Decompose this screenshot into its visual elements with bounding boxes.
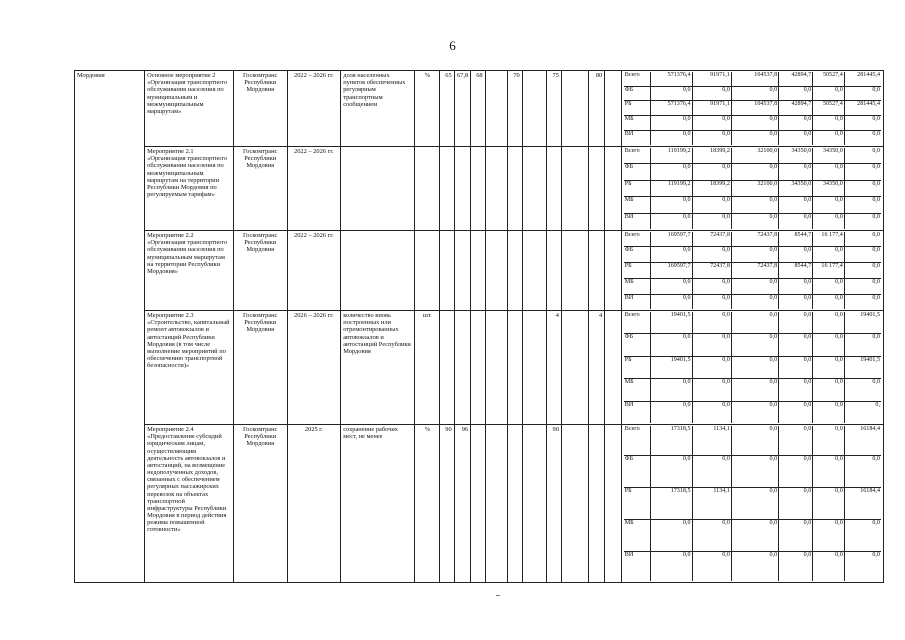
indicator-value-cell: 80 [588,71,605,147]
indicator-value-cell [440,311,454,425]
financing-amount-cell: 0,0 [813,551,845,581]
financing-amount-cell: 0,0 [692,131,731,145]
financing-amount-cell: 42894,7 [779,101,813,116]
indicator-value-cell [561,311,588,425]
indicator-value-cell: 4 [588,311,605,425]
indicator-value-cell: 65 [440,71,454,147]
financing-amount-cell: 16 177,4 [813,263,845,279]
financing-cell [621,311,883,425]
financing-amount-cell: 19401,5 [844,312,881,333]
indicator-value-cell [561,231,588,311]
financing-amount-cell: 0,0 [692,197,731,214]
financing-source-cell: ВИ [624,213,634,220]
financing-amount-cell: 0,0 [779,213,813,229]
indicator-value-cell [522,71,547,147]
financing-amount-cell: 0,0 [844,333,881,356]
financing-source-cell: РБ [624,180,650,197]
financing-amount-cell: 0,0 [731,86,778,101]
financing-amount-cell: 0,0 [731,278,778,294]
financing-amount-cell: 0,0 [692,456,731,488]
indicator-value-cell [605,425,622,583]
financing-row [624,402,881,423]
indicator-value-cell [471,425,485,583]
indicator-value-cell [485,311,508,425]
financing-amount-cell: 72437,8 [731,263,778,279]
financing-amount-cell: 0,0 [731,356,778,379]
financing-amount-cell: 0,0 [650,333,692,356]
financing-row [624,131,881,145]
financing-amount-cell: 0,0 [779,294,813,309]
financing-amount-cell: 0,0 [813,333,845,356]
financing-amount-cell: 0,0 [779,426,813,456]
financing-amount-cell: 0,0 [779,116,813,131]
financing-amount-cell: 0,0 [813,488,845,520]
financing-source-cell: РБ [624,263,650,279]
financing-amount-cell: 0,0 [650,86,692,101]
financing-table [624,148,881,229]
financing-amount-cell: 0,0 [844,116,881,131]
financing-table [624,312,881,423]
financing-amount-cell: 91971,1 [692,72,731,86]
financing-amount-cell: 0,0 [650,213,692,229]
indicator-value-cell [561,71,588,147]
financing-amount-cell: 0,0 [844,294,881,309]
region-cell: Мордовия [75,71,145,583]
measure-name-cell: Основное мероприятие 2 «Организация транспортного обслуживания населения по муниципальным и межмуниципальным маршрутам» [145,71,234,147]
financing-source-cell: РБ [624,488,650,520]
financing-amount-cell: 0,0 [844,148,881,164]
financing-amount-cell: 32100,0 [731,180,778,197]
financing-amount-cell: 0,0 [650,278,692,294]
financing-source-cell: ВИ [624,294,634,301]
financing-row [624,333,881,356]
financing-amount-cell: 0,0 [813,116,845,131]
program-row [75,71,884,147]
financing-amount-cell: 8544,7 [779,232,813,247]
financing-amount-cell: 0,0 [779,402,813,423]
financing-amount-cell: 0,0 [844,197,881,214]
financing-amount-cell: 0,0 [779,86,813,101]
financing-row [624,379,881,402]
financing-amount-cell: 0,0 [731,164,778,181]
financing-row [624,213,881,229]
indicator-cell: сохранение рабочих мест, не менее [341,425,415,583]
financing-table [624,72,881,145]
financing-amount-cell: 0,0 [692,333,731,356]
indicator-value-cell [485,147,508,231]
indicator-value-cell [605,147,622,231]
financing-amount-cell: 0,0 [844,232,881,247]
financing-amount-cell: 18399,2 [692,148,731,164]
financing-amount-cell: 50527,4 [813,101,845,116]
financing-row [624,72,881,86]
financing-source-cell: Всего [624,72,650,86]
financing-amount-cell: 0,0 [779,197,813,214]
financing-amount-cell: 169597,7 [650,263,692,279]
period-cell: 2022 – 2026 гг. [287,231,341,311]
financing-amount-cell: 0,0 [844,519,881,551]
financing-amount-cell: 571376,4 [650,72,692,86]
indicator-value-cell: 68 [471,71,485,147]
financing-amount-cell: 0,0 [692,519,731,551]
financing-amount-cell: 0,0 [813,247,845,263]
financing-amount-cell: 0,0 [779,333,813,356]
financing-amount-cell: 0,0 [844,247,881,263]
indicator-value-cell [440,231,454,311]
financing-amount-cell: 104537,8 [731,101,778,116]
financing-amount-cell: 0,0 [650,519,692,551]
indicator-cell [341,231,415,311]
indicator-value-cell [561,147,588,231]
period-cell: 2026 – 2026 гг. [287,311,341,425]
financing-amount-cell: 8544,7 [779,263,813,279]
financing-amount-cell: 16184,4 [844,426,881,456]
financing-amount-cell: 0,0 [844,379,881,402]
financing-amount-cell: 0,0 [844,263,881,279]
financing-amount-cell: 0,0 [692,278,731,294]
financing-row [624,197,881,214]
financing-row [624,356,881,379]
financing-row [624,519,881,551]
financing-cell [621,71,883,147]
financing-amount-cell: 17318,5 [650,426,692,456]
period-cell: 2025 г. [287,425,341,583]
indicator-value-cell [471,147,485,231]
financing-amount-cell: 0,0 [650,197,692,214]
indicator-value-cell [588,231,605,311]
indicator-value-cell: 90 [547,425,561,583]
financing-amount-cell: 0,0 [692,164,731,181]
unit-cell: % [415,71,440,147]
financing-amount-cell: 104537,8 [731,72,778,86]
period-cell: 2022 – 2026 гг. [287,71,341,147]
financing-amount-cell: 0,0 [731,402,778,423]
indicator-value-cell [508,231,522,311]
financing-amount-cell: 0,0 [813,456,845,488]
indicator-value-cell [471,311,485,425]
financing-row [624,116,881,131]
financing-amount-cell: 0,0 [779,278,813,294]
financing-amount-cell: 0,0 [650,402,692,423]
indicator-value-cell [485,231,508,311]
financing-row [624,488,881,520]
financing-amount-cell: 0,0 [731,379,778,402]
page-number: 6 [449,38,456,53]
financing-source-cell: ВИ [624,402,634,409]
indicator-value-cell [508,311,522,425]
financing-amount-cell: 0,0 [779,312,813,333]
financing-amount-cell: 0,0 [779,456,813,488]
financing-amount-cell: 0,0 [844,131,881,145]
financing-amount-cell: 119199,2 [650,148,692,164]
unit-cell: % [415,425,440,583]
financing-amount-cell: 0,0 [844,456,881,488]
financing-amount-cell: 0,0 [731,456,778,488]
financing-row [624,263,881,279]
financing-row [624,86,881,101]
financing-amount-cell: 0,0 [731,247,778,263]
financing-amount-cell: 19401,5 [650,312,692,333]
financing-amount-cell: 0,0 [813,426,845,456]
financing-amount-cell: 19401,5 [844,356,881,379]
financing-amount-cell: 0,0 [844,551,881,581]
financing-source-cell: Всего [624,426,650,456]
indicator-value-cell [547,147,561,231]
financing-row [624,312,881,333]
financing-amount-cell: 0,0 [813,213,845,229]
financing-amount-cell: 0,0 [731,197,778,214]
financing-amount-cell: 0,0 [650,379,692,402]
indicator-value-cell [485,71,508,147]
financing-row [624,148,881,164]
financing-amount-cell: 0,0 [813,379,845,402]
financing-source-cell: Всего [624,232,650,247]
financing-amount-cell: 17318,5 [650,488,692,520]
financing-amount-cell: 72437,8 [692,263,731,279]
financing-amount-cell: 0,0 [692,551,731,581]
scan-mark [496,595,500,596]
financing-amount-cell: 0,0 [650,116,692,131]
financing-source-cell: МБ [624,278,650,294]
financing-amount-cell: 0,0 [813,197,845,214]
financing-amount-cell: 91971,1 [692,101,731,116]
financing-row [624,426,881,456]
program-row [75,425,884,583]
financing-source-cell: ВИ [624,131,634,138]
financing-amount-cell: 0,0 [779,131,813,145]
financing-amount-cell: 0,0 [779,247,813,263]
financing-source-cell: Всего [624,312,650,333]
indicator-value-cell [471,231,485,311]
indicator-value-cell: 70 [508,71,522,147]
measure-name-cell: Мероприятие 2.2 «Организация транспортного обслуживания населения по муниципальным маршрутам на территории Республики Мордовия» [145,231,234,311]
financing-source-cell: ВИ [624,551,634,558]
financing-amount-cell: 0,0 [813,356,845,379]
indicator-value-cell [588,425,605,583]
financing-source-cell: ФБ [624,86,650,101]
financing-amount-cell: 0,0 [731,213,778,229]
unit-cell: шт. [415,311,440,425]
financing-row [624,247,881,263]
financing-amount-cell: 0,0 [779,551,813,581]
financing-amount-cell: 0,0 [650,294,692,309]
financing-amount-cell: 0,0 [692,379,731,402]
financing-amount-cell: 0,0 [813,402,845,423]
financing-amount-cell: 0,0 [731,116,778,131]
indicator-value-cell [605,71,622,147]
financing-cell [621,147,883,231]
financing-amount-cell: 0,0 [779,488,813,520]
financing-amount-cell: 0,0 [650,131,692,145]
financing-amount-cell: 0,0 [779,356,813,379]
financing-amount-cell: 281445,4 [844,72,881,86]
financing-amount-cell: 0,0 [731,333,778,356]
financing-amount-cell: 0,0 [813,164,845,181]
indicator-value-cell [454,147,471,231]
financing-amount-cell: 0,0 [692,247,731,263]
financing-amount-cell: 0,0 [844,86,881,101]
financing-amount-cell: 571376,4 [650,101,692,116]
program-row [75,147,884,231]
indicator-cell [341,147,415,231]
unit-cell [415,147,440,231]
financing-amount-cell: 0, [844,402,881,423]
financing-amount-cell: 0,0 [813,312,845,333]
financing-table [624,232,881,309]
measure-name-cell: Мероприятие 2.3 «Строительство, капитальный ремонт автовокзалов и автостанций Республики Мордовия (в том числе выполнение мероприятий по обеспечению транспортной безопасности)» [145,311,234,425]
financing-source-cell: Всего [624,148,650,164]
indicator-value-cell [605,231,622,311]
financing-amount-cell: 0,0 [731,131,778,145]
financing-amount-cell: 0,0 [692,294,731,309]
financing-amount-cell: 0,0 [692,356,731,379]
indicator-value-cell [547,231,561,311]
financing-amount-cell: 72437,8 [692,232,731,247]
financing-amount-cell: 18399,2 [692,180,731,197]
financing-cell [621,231,883,311]
financing-amount-cell: 0,0 [650,247,692,263]
financing-amount-cell: 0,0 [844,164,881,181]
financing-amount-cell: 32100,0 [731,148,778,164]
indicator-value-cell: 96 [454,425,471,583]
financing-amount-cell: 0,0 [779,379,813,402]
financing-amount-cell: 0,0 [813,86,845,101]
indicator-value-cell [588,147,605,231]
financing-amount-cell: 1134,1 [692,488,731,520]
indicator-value-cell [522,231,547,311]
unit-cell [415,231,440,311]
indicator-value-cell [522,311,547,425]
financing-source-cell: МБ [624,116,650,131]
executor-cell: Госкомтранс Республики Мордовия [233,71,287,147]
financing-amount-cell: 0,0 [692,402,731,423]
financing-amount-cell: 34350,0 [813,148,845,164]
financing-amount-cell: 0,0 [813,278,845,294]
indicator-value-cell: 67,8 [454,71,471,147]
financing-amount-cell: 0,0 [650,551,692,581]
financing-amount-cell: 0,0 [731,519,778,551]
financing-amount-cell: 0,0 [731,294,778,309]
measure-name-cell: Мероприятие 2.4 «Предоставление субсидий юридическим лицам, осуществляющим деятельность автовокзалов и автостанций, на возмещение недополученных доходов, связанных с обеспечением регулярных пассажирских перевозок на объектах транспортной инфраструктуры Республики Мордовия в период действия режима повышенной готовности» [145,425,234,583]
financing-amount-cell: 72437,8 [731,232,778,247]
financing-row [624,232,881,247]
financing-amount-cell: 0,0 [692,116,731,131]
indicator-value-cell [508,147,522,231]
indicator-value-cell: 4 [547,311,561,425]
financing-amount-cell: 169597,7 [650,232,692,247]
financing-row [624,294,881,309]
indicator-value-cell [508,425,522,583]
indicator-cell: количество вновь построенных или отремонтированных автовокзалов и автостанций Республики Мордовия [341,311,415,425]
indicator-value-cell [440,147,454,231]
financing-row [624,278,881,294]
financing-source-cell: МБ [624,379,650,402]
financing-amount-cell: 16 177,4 [813,232,845,247]
financing-amount-cell: 0,0 [692,312,731,333]
financing-amount-cell: 19401,5 [650,356,692,379]
indicator-value-cell: 75 [547,71,561,147]
financing-amount-cell: 0,0 [650,164,692,181]
indicator-value-cell [561,425,588,583]
indicator-value-cell [605,311,622,425]
financing-amount-cell: 0,0 [731,488,778,520]
financing-row [624,456,881,488]
financing-amount-cell: 0,0 [813,131,845,145]
financing-amount-cell: 0,0 [692,213,731,229]
program-row [75,311,884,425]
indicator-cell: доля населенных пунктов обеспеченных регулярным транспортным сообщением [341,71,415,147]
financing-source-cell: ФБ [624,456,650,488]
program-row [75,231,884,311]
financing-row [624,164,881,181]
financing-amount-cell: 0,0 [692,86,731,101]
program-table [74,70,884,583]
indicator-value-cell [454,311,471,425]
financing-amount-cell: 16184,4 [844,488,881,520]
financing-amount-cell: 0,0 [731,426,778,456]
executor-cell: Госкомтранс Республики Мордовия [233,311,287,425]
financing-source-cell: ФБ [624,247,650,263]
measure-name-cell: Мероприятие 2.1 «Организация транспортного обслуживания населения по межмуниципальным маршрутам на территории Республики Мордовия по регулируемым тарифам» [145,147,234,231]
financing-amount-cell: 34350,0 [779,180,813,197]
financing-source-cell: РБ [624,356,650,379]
financing-amount-cell: 42894,7 [779,72,813,86]
financing-source-cell: МБ [624,519,650,551]
financing-amount-cell: 50527,4 [813,72,845,86]
indicator-value-cell [522,425,547,583]
financing-amount-cell: 0,0 [844,278,881,294]
financing-amount-cell: 0,0 [844,180,881,197]
period-cell: 2022 – 2026 гг. [287,147,341,231]
financing-amount-cell: 0,0 [650,456,692,488]
financing-amount-cell: 34350,0 [813,180,845,197]
financing-amount-cell: 0,0 [813,519,845,551]
financing-amount-cell: 34350,0 [779,148,813,164]
financing-table [624,426,881,581]
financing-amount-cell: 281445,4 [844,101,881,116]
financing-amount-cell: 119199,2 [650,180,692,197]
indicator-value-cell: 90 [440,425,454,583]
financing-source-cell: ФБ [624,333,650,356]
executor-cell: Госкомтранс Республики Мордовия [233,147,287,231]
financing-row [624,551,881,581]
executor-cell: Госкомтранс Республики Мордовия [233,231,287,311]
financing-amount-cell: 0,0 [779,519,813,551]
indicator-value-cell [522,147,547,231]
financing-amount-cell: 0,0 [731,312,778,333]
financing-row [624,101,881,116]
financing-cell [621,425,883,583]
indicator-value-cell [454,231,471,311]
financing-amount-cell: 1134,1 [692,426,731,456]
financing-amount-cell: 0,0 [844,213,881,229]
financing-source-cell: ФБ [624,164,650,181]
financing-source-cell: РБ [624,101,650,116]
financing-amount-cell: 0,0 [779,164,813,181]
financing-row [624,180,881,197]
financing-amount-cell: 0,0 [731,551,778,581]
indicator-value-cell [485,425,508,583]
financing-amount-cell: 0,0 [813,294,845,309]
financing-source-cell: МБ [624,197,650,214]
executor-cell: Госкомтранс Республики Мордовия [233,425,287,583]
